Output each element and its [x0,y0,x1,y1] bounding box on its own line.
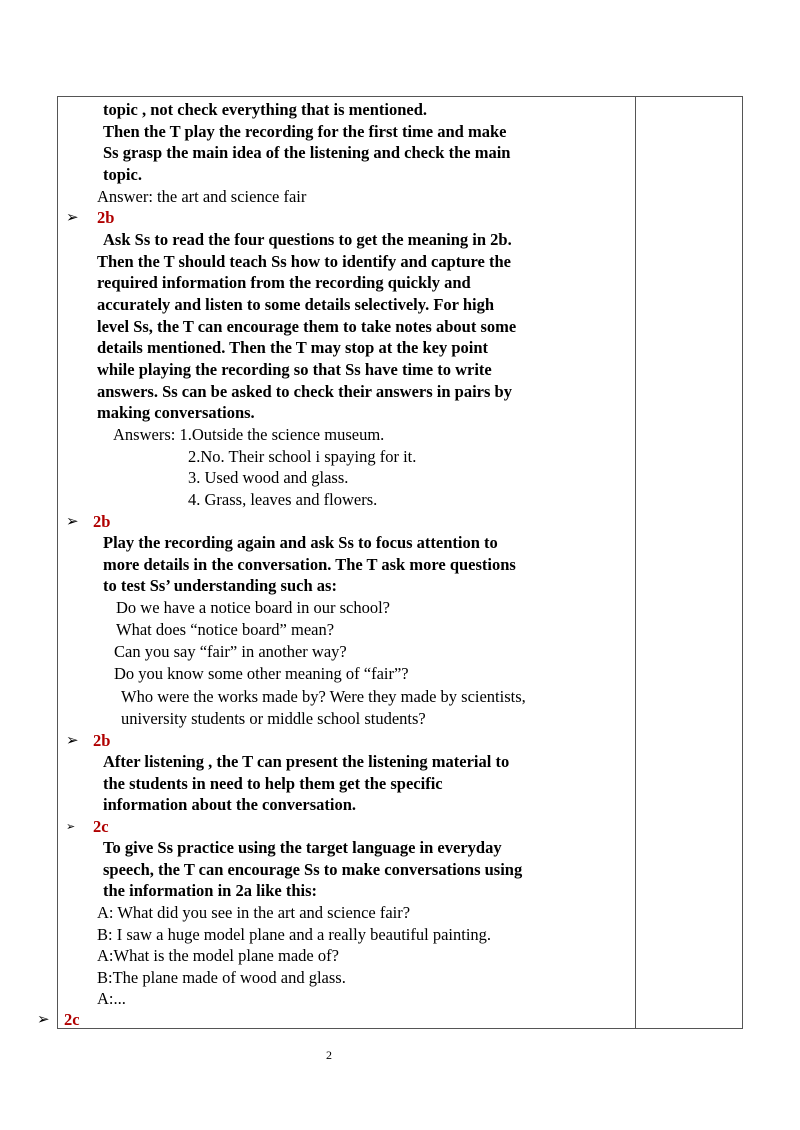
s2-question-5: Who were the works made by? Were they made by scientists, [121,687,526,706]
section-heading: 2c [93,817,109,836]
arrow-bullet-icon: ➢ [66,733,79,749]
s1-line-5: level Ss, the T can encourage them to take notes about some [97,317,517,336]
s4-line-3: the information in 2a like this: [103,881,318,900]
section-heading: 2b [97,208,115,227]
intro-answer: Answer: the art and science fair [97,187,307,206]
s4-dialog-5: A:... [97,989,126,1008]
intro-line-1: topic , not check everything that is mentioned. [103,100,428,119]
section-heading: 2b [93,731,111,750]
s4-dialog-3: A:What is the model plane made of? [97,946,339,965]
s3-line-2: the students in need to help them get the specific [103,774,443,793]
s2-question-4: Do you know some other meaning of “fair”? [114,664,409,683]
page-number: 2 [326,1048,332,1062]
arrow-bullet-icon: ➢ [66,210,79,226]
s4-line-2: speech, the T can encourage Ss to make conversations using [103,860,523,879]
s1-line-2: Then the T should teach Ss how to identify and capture the [97,252,511,271]
column-divider [635,96,636,1029]
s4-line-1: To give Ss practice using the target language in everyday [103,838,502,857]
s1-line-7: while playing the recording so that Ss have time to write [97,360,492,379]
intro-line-4: topic. [103,165,142,184]
s1-line-3: required information from the recording quickly and [97,273,471,292]
s1-answer-3: 3. Used wood and glass. [188,468,349,487]
s2-question-3: Can you say “fair” in another way? [114,642,347,661]
intro-line-3: Ss grasp the main idea of the listening and check the main [103,143,511,162]
s1-line-1: Ask Ss to read the four questions to get the meaning in 2b. [103,230,512,249]
section-heading: 2c [64,1010,80,1029]
s1-line-4: accurately and listen to some details selectively. For high [97,295,495,314]
arrow-bullet-icon: ➢ [66,514,79,530]
s1-answer-2: 2.No. Their school i spaying for it. [188,447,417,466]
s2-question-6: university students or middle school students? [121,709,426,728]
s2-question-2: What does “notice board” mean? [116,620,335,639]
s4-dialog-2: B: I saw a huge model plane and a really beautiful painting. [97,925,492,944]
section-heading: 2b [93,512,111,531]
s3-line-3: information about the conversation. [103,795,356,814]
s4-dialog-1: A: What did you see in the art and science fair? [97,903,411,922]
intro-line-2: Then the T play the recording for the first time and make [103,122,507,141]
s1-line-6: details mentioned. Then the T may stop at the key point [97,338,489,357]
arrow-bullet-icon: ➢ [66,821,76,833]
s2-line-3: to test Ss’ understanding such as: [103,576,337,595]
s2-line-1: Play the recording again and ask Ss to focus attention to [103,533,498,552]
s1-line-8: answers. Ss can be asked to check their answers in pairs by [97,382,512,401]
s1-answer-1: Answers: 1.Outside the science museum. [113,425,385,444]
s3-line-1: After listening , the T can present the listening material to [103,752,510,771]
s2-question-1: Do we have a notice board in our school? [116,598,390,617]
s1-answer-4: 4. Grass, leaves and flowers. [188,490,378,509]
s2-line-2: more details in the conversation. The T ask more questions [103,555,516,574]
arrow-bullet-icon: ➢ [37,1012,50,1028]
s1-line-9: making conversations. [97,403,255,422]
s4-dialog-4: B:The plane made of wood and glass. [97,968,346,987]
